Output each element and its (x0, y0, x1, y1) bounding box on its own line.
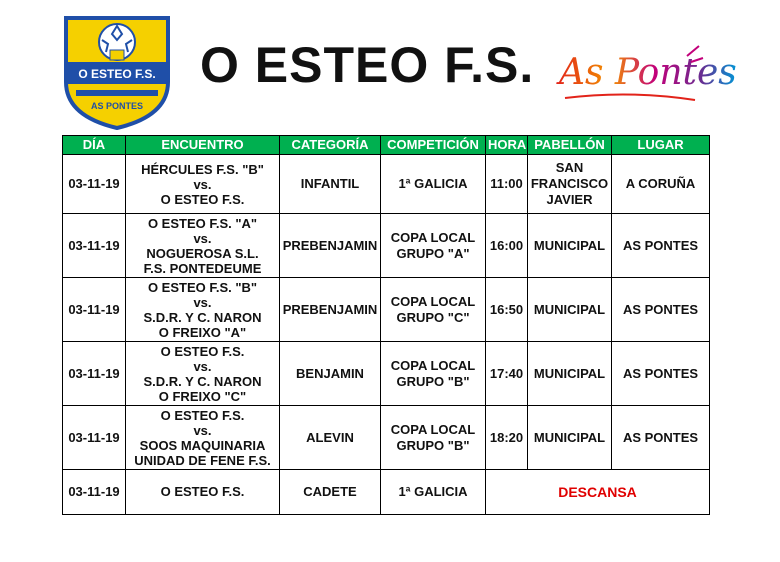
cell-dia: 03-11-19 (63, 155, 126, 214)
competicion-line: GRUPO "B" (396, 373, 470, 389)
match-away: S.D.R. Y C. NARON (143, 373, 262, 389)
header-categoria: CATEGORÍA (280, 136, 381, 155)
competicion-line: COPA LOCAL (390, 229, 476, 245)
match-home: O ESTEO F.S. "B" (147, 279, 258, 295)
header-pabellon: PABELLÓN (528, 136, 612, 155)
cell-competicion (381, 406, 486, 470)
pabellon-line: JAVIER (546, 192, 593, 207)
match-away: O ESTEO F.S. (160, 191, 245, 207)
club-logo (60, 12, 174, 130)
cell-hora: 11:00 (486, 155, 528, 214)
match-vs: vs. (193, 294, 212, 310)
cell-dia: 03-11-19 (63, 470, 126, 515)
header-dia: DÍA (63, 136, 126, 155)
cell-competicion (381, 155, 486, 214)
table-row (63, 278, 710, 342)
match-vs: vs. (193, 358, 212, 374)
table-row (63, 406, 710, 470)
match-away: F.S. PONTEDEUME (143, 260, 262, 276)
header-lugar: LUGAR (612, 136, 710, 155)
cell-categoria: ALEVIN (280, 406, 381, 470)
cell-pabellon: MUNICIPAL (528, 278, 612, 342)
match-home: HÉRCULES F.S. "B" (141, 161, 264, 177)
cell-hora: 18:20 (486, 406, 528, 470)
cell-categoria: PREBENJAMIN (280, 278, 381, 342)
header-hora: HORA (486, 136, 528, 155)
cell-pabellon (528, 155, 612, 214)
descansa-label: DESCANSA (486, 470, 710, 515)
club-logo-top-text: O ESTEO F.S. (78, 67, 156, 81)
header-competicion: COMPETICIÓN (381, 136, 486, 155)
cell-encuentro (126, 214, 280, 278)
table-row (63, 342, 710, 406)
cell-dia: 03-11-19 (63, 278, 126, 342)
cell-categoria: INFANTIL (280, 155, 381, 214)
cell-hora: 16:50 (486, 278, 528, 342)
match-away: SOOS MAQUINARIA (139, 437, 266, 453)
cell-lugar: AS PONTES (612, 342, 710, 406)
cell-encuentro (126, 406, 280, 470)
match-away: O FREIXO "C" (158, 388, 247, 404)
cell-dia: 03-11-19 (63, 214, 126, 278)
page-title: O ESTEO F.S. (200, 37, 535, 93)
pabellon-line: SAN (555, 160, 584, 175)
cell-encuentro (126, 278, 280, 342)
header-encuentro: ENCUENTRO (126, 136, 280, 155)
club-logo-bottom-text: AS PONTES (90, 101, 144, 111)
match-vs: vs. (193, 176, 212, 192)
town-logo-text: As Pontes (559, 52, 737, 93)
schedule-table (62, 135, 710, 515)
cell-hora: 16:00 (486, 214, 528, 278)
match-home: O ESTEO F.S. (160, 343, 245, 359)
cell-competicion: 1ª GALICIA (381, 470, 486, 515)
match-away: NOGUEROSA S.L. (146, 245, 259, 261)
cell-pabellon: MUNICIPAL (528, 214, 612, 278)
match-away: UNIDAD DE FENE F.S. (134, 452, 271, 468)
cell-categoria: BENJAMIN (280, 342, 381, 406)
match-home: O ESTEO F.S. "A" (147, 215, 258, 231)
cell-lugar: A CORUÑA (612, 155, 710, 214)
cell-categoria: PREBENJAMIN (280, 214, 381, 278)
competicion-line: GRUPO "C" (396, 309, 470, 325)
competicion-line: COPA LOCAL (390, 293, 476, 309)
competicion-line: 1ª GALICIA (398, 176, 468, 191)
match-away: O FREIXO "A" (158, 324, 247, 340)
cell-lugar: AS PONTES (612, 278, 710, 342)
match-vs: vs. (193, 422, 212, 438)
cell-encuentro (126, 342, 280, 406)
cell-dia: 03-11-19 (63, 342, 126, 406)
competicion-line: COPA LOCAL (390, 357, 476, 373)
cell-hora: 17:40 (486, 342, 528, 406)
match-away: S.D.R. Y C. NARON (143, 309, 262, 325)
table-row (63, 155, 710, 214)
competicion-line: GRUPO "A" (396, 245, 470, 261)
cell-competicion (381, 214, 486, 278)
match-home: O ESTEO F.S. (160, 407, 245, 423)
town-logo (555, 38, 737, 108)
pabellon-line: FRANCISCO (530, 176, 609, 191)
cell-competicion (381, 278, 486, 342)
cell-dia: 03-11-19 (63, 406, 126, 470)
cell-competicion (381, 342, 486, 406)
competicion-line: COPA LOCAL (390, 421, 476, 437)
cell-pabellon: MUNICIPAL (528, 406, 612, 470)
cell-pabellon: MUNICIPAL (528, 342, 612, 406)
match-vs: vs. (193, 230, 212, 246)
cell-encuentro (126, 155, 280, 214)
table-row (63, 214, 710, 278)
table-row-rest (63, 470, 710, 515)
cell-encuentro: O ESTEO F.S. (126, 470, 280, 515)
cell-categoria: CADETE (280, 470, 381, 515)
competicion-line: GRUPO "B" (396, 437, 470, 453)
cell-lugar: AS PONTES (612, 406, 710, 470)
cell-lugar: AS PONTES (612, 214, 710, 278)
table-header-row (63, 136, 710, 155)
